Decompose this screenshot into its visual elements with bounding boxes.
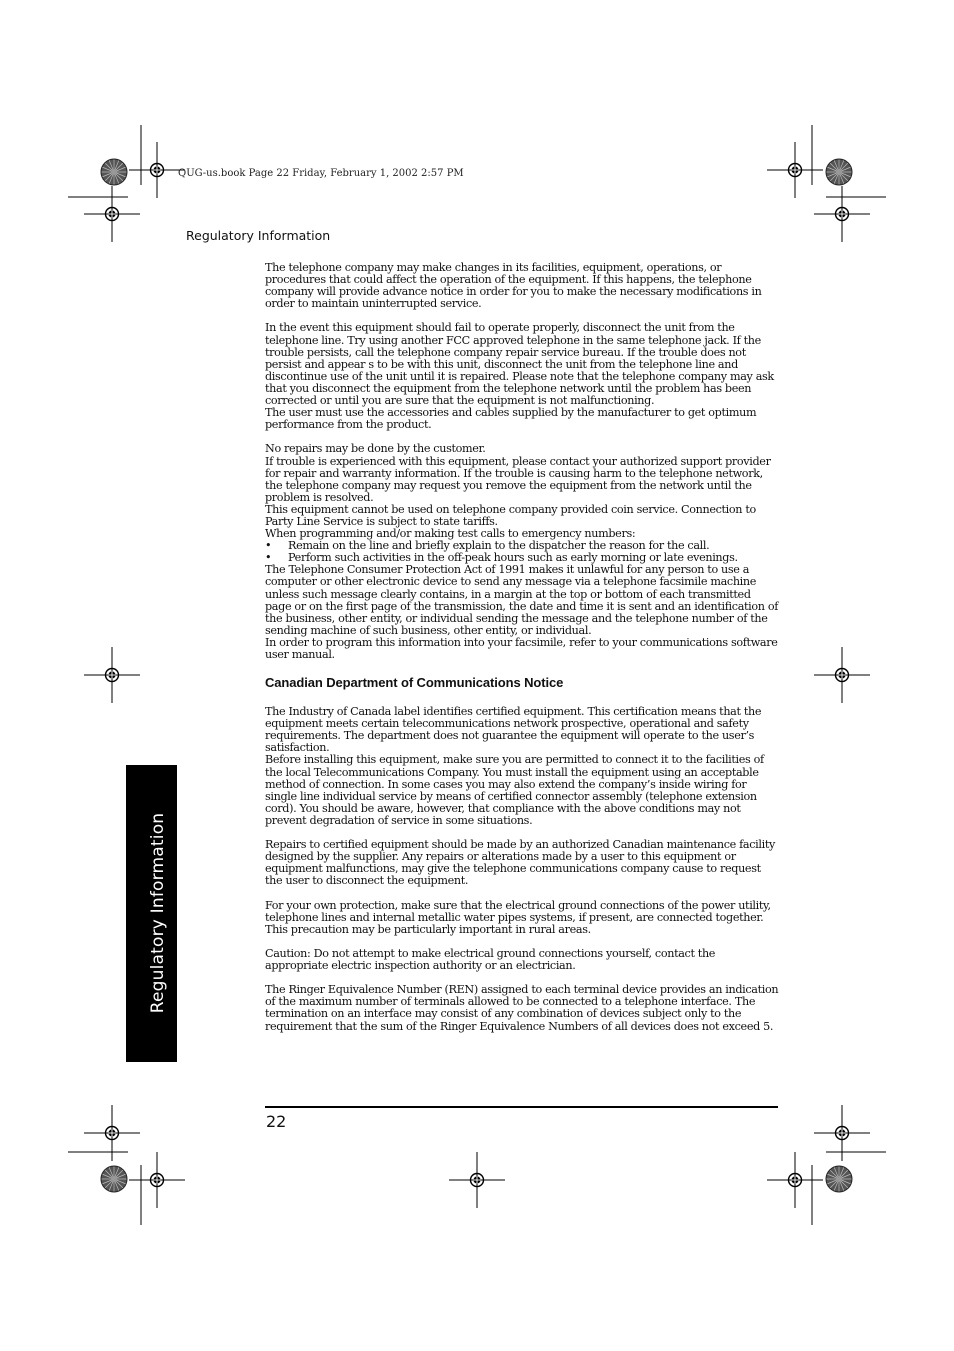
section-heading: Canadian Department of Communications Notice bbox=[265, 675, 564, 691]
bullet-item: • Remain on the line and briefly explain to the dispatcher the reason for the call. bbox=[265, 540, 779, 552]
paragraph: Caution: Do not attempt to make electrical ground connections yourself, contact the appropriate electric inspection authority or an electrician. bbox=[265, 946, 716, 973]
paragraph: In order to program this information into your facsimile, refer to your communications software user manual. bbox=[265, 635, 778, 661]
bullet-item: • Perform such activities in the off-peak hours such as early morning or late evenings. bbox=[265, 552, 779, 564]
body-text bbox=[265, 262, 779, 1033]
paragraph: If trouble is experienced with this equipment, please contact your authorized support provider for repair and warranty information. If the trouble is causing harm to the telephone network, the telephone company may request you remove the equipment from the network until the problem is resolved. bbox=[265, 454, 771, 504]
paragraph: This equipment cannot be used on telephone company provided coin service. Connection to Party Line Service is subject to state tariffs. bbox=[265, 502, 756, 528]
footer-rule bbox=[265, 1106, 778, 1108]
paragraph: Before installing this equipment, make sure you are permitted to connect it to the facilities of the local Telecommunications Company. You must install the equipment using an acceptable method of connection. In some cases you may also extend the company’s inside wiring for single line individual service by means of certified connector assembly (telephone extension cord). You should be aware, however, that compliance with the above conditions may not prevent degradation of service in some situations. bbox=[265, 753, 764, 827]
paragraph: The Telephone Consumer Protection Act of 1991 makes it unlawful for any person to use a computer or other electronic device to send any message via a telephone facsimile machine unless such message clearly contains, in a margin at the top or bottom of each transmitted page or on the first page of the transmission, the date and time it is sent and an identification of the business, other entity, or individual sending the message and the telephone number of the sending machine of such business, other entity, or individual. bbox=[265, 563, 779, 637]
paragraph: The user must use the accessories and cables supplied by the manufacturer to get optimum performance from the product. bbox=[265, 406, 757, 432]
running-head: Regulatory Information bbox=[186, 228, 331, 243]
paragraph: Repairs to certified equipment should be made by an authorized Canadian maintenance facility designed by the supplier. Any repairs or alterations made by a user to this equipment or equipment malfunctions, may give the telephone communications company cause to request the user to disconnect the equipment. bbox=[265, 838, 775, 888]
paragraph: In the event this equipment should fail to operate properly, disconnect the unit from the telephone line. Try using another FCC approved telephone in the same telephone jack. If the trouble persists, call the telephone company repair service bureau. If the trouble does not persist and appear s to be with this unit, disconnect the unit from the telephone line and discontinue use of the unit until it is repaired. Please note that the telephone company may ask that you disconnect the equipment from the telephone network until the problem has been corrected or until you are sure that the equipment is not malfunctioning. bbox=[265, 321, 774, 408]
paragraph: The telephone company may make changes in its facilities, equipment, operations, or procedures that could affect the operation of the equipment. If this happens, the telephone company will provide advance notice in order for you to make the necessary modifications in order to maintain uninterrupted service. bbox=[265, 261, 762, 311]
paragraph: The Industry of Canada label identifies certified equipment. This certification means that the equipment meets certain telecommunications network prospective, operational and safety requirements. The department does not guarantee the equipment will operate to the user’s satisfaction. bbox=[265, 705, 762, 755]
paragraph: No repairs may be done by the customer. bbox=[265, 442, 486, 456]
section-side-tab-label: Regulatory Information bbox=[148, 812, 168, 1014]
page-number: 22 bbox=[266, 1112, 287, 1131]
paragraph: When programming and/or making test calls to emergency numbers: bbox=[265, 527, 636, 541]
book-info-header: QUG-us.book Page 22 Friday, February 1, 2002 2:57 PM bbox=[178, 168, 464, 179]
paragraph: For your own protection, make sure that the electrical ground connections of the power utility, telephone lines and internal metallic water pipes systems, if present, are connected together. This precaution may be particularly important in rural areas. bbox=[265, 898, 771, 936]
paragraph: The Ringer Equivalence Number (REN) assigned to each terminal device provides an indication of the maximum number of terminals allowed to be connected to a telephone interface. The termination on an interface may consist of any combination of devices subject only to the requirement that the sum of the Ringer Equivalence Numbers of all devices does not exceed 5. bbox=[265, 983, 779, 1033]
